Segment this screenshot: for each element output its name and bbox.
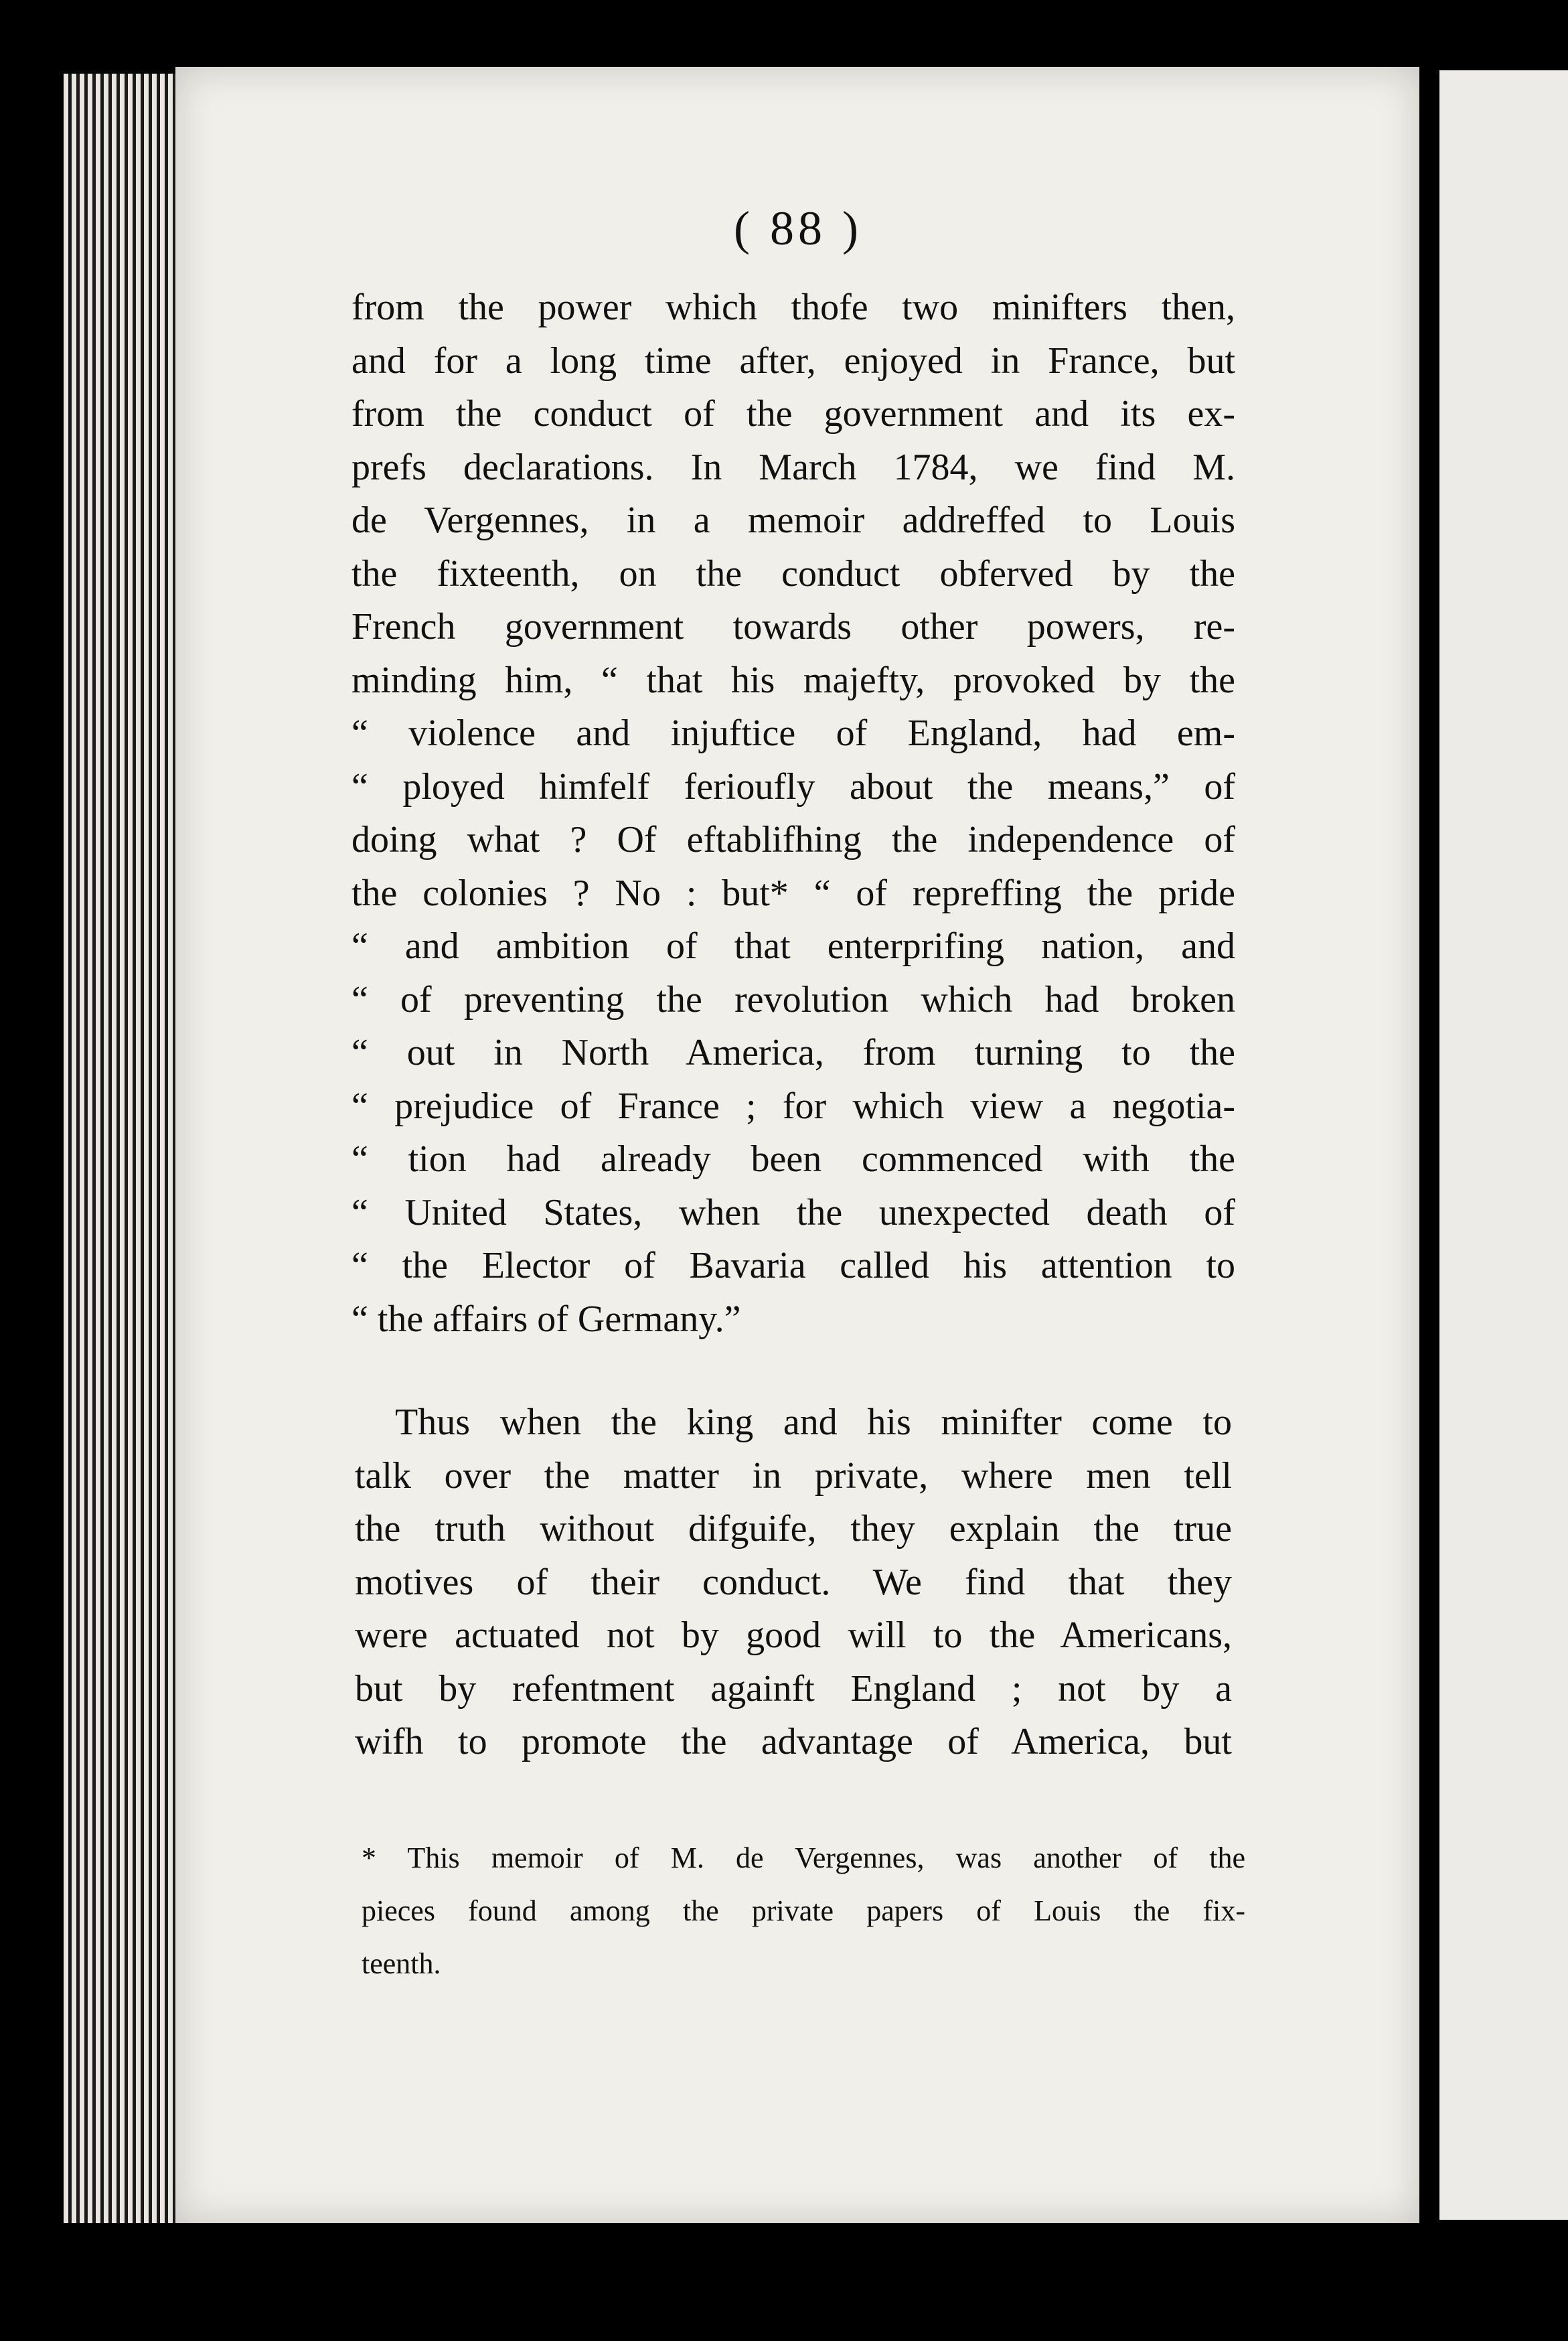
book-edge-stack (64, 74, 191, 2223)
text-line: doing what ? Of eftablifhing the independence of (351, 819, 1235, 860)
text-line: “ tion had already been commenced with the (351, 1138, 1235, 1180)
text-line: motives of their conduct. We find that they (355, 1561, 1232, 1603)
text-line: “ of preventing the revolution which had broken (351, 978, 1235, 1021)
text-line: the fixteenth, on the conduct obferved by the (351, 552, 1235, 595)
text-line: “ the affairs of Germany.” (351, 1298, 741, 1340)
text-line: were actuated not by good will to the Americans, (355, 1614, 1232, 1656)
text-line: wifh to promote the advantage of America, but (355, 1721, 1232, 1762)
text-line: prefs declarations. In March 1784, we find M. (351, 446, 1235, 488)
text-line: minding him, “ that his majefty, provoked by the (351, 659, 1235, 701)
paragraph-2 (355, 1396, 1232, 1769)
text-line: “ prejudice of France ; for which view a negotia- (351, 1085, 1235, 1127)
text-line: Thus when the king and his minifter come to (395, 1402, 1232, 1443)
paragraph-1 (351, 281, 1235, 1346)
footnote-line: pieces found among the private papers of Louis the fix- (362, 1894, 1245, 1927)
text-line: talk over the matter in private, where men tell (355, 1454, 1232, 1497)
text-line: but by refentment againft England ; not by a (355, 1667, 1232, 1710)
text-line: “ out in North America, from turning to the (351, 1032, 1235, 1073)
text-line: and for a long time after, enjoyed in France, but (351, 339, 1235, 382)
text-line: “ violence and injuftice of England, had em- (351, 712, 1235, 754)
footnote-line: teenth. (362, 1947, 441, 1980)
text-line: “ United States, when the unexpected death of (351, 1191, 1235, 1233)
footnote (362, 1831, 1245, 1990)
text-line: from the power which thofe two minifters then, (351, 287, 1235, 328)
text-line: “ the Elector of Bavaria called his attention to (351, 1245, 1235, 1286)
text-line: de Vergennes, in a memoir addreffed to Louis (351, 500, 1235, 541)
footnote-line: * This memoir of M. de Vergennes, was another of the (362, 1841, 1245, 1874)
page-number: ( 88 ) (734, 202, 862, 255)
text-line: French government towards other powers, re- (351, 606, 1235, 648)
text-line: from the conduct of the government and its ex- (351, 393, 1235, 435)
page-gutter (1419, 64, 1439, 2226)
text-line: “ and ambition of that enterprifing nation, and (351, 925, 1235, 967)
text-line: the colonies ? No : but* “ of repreffing the pride (351, 872, 1235, 914)
text-line: the truth without difguife, they explain the true (355, 1508, 1232, 1550)
text-line: “ ployed himfelf ferioufly about the means,” of (351, 765, 1235, 808)
facing-page (1439, 70, 1568, 2220)
